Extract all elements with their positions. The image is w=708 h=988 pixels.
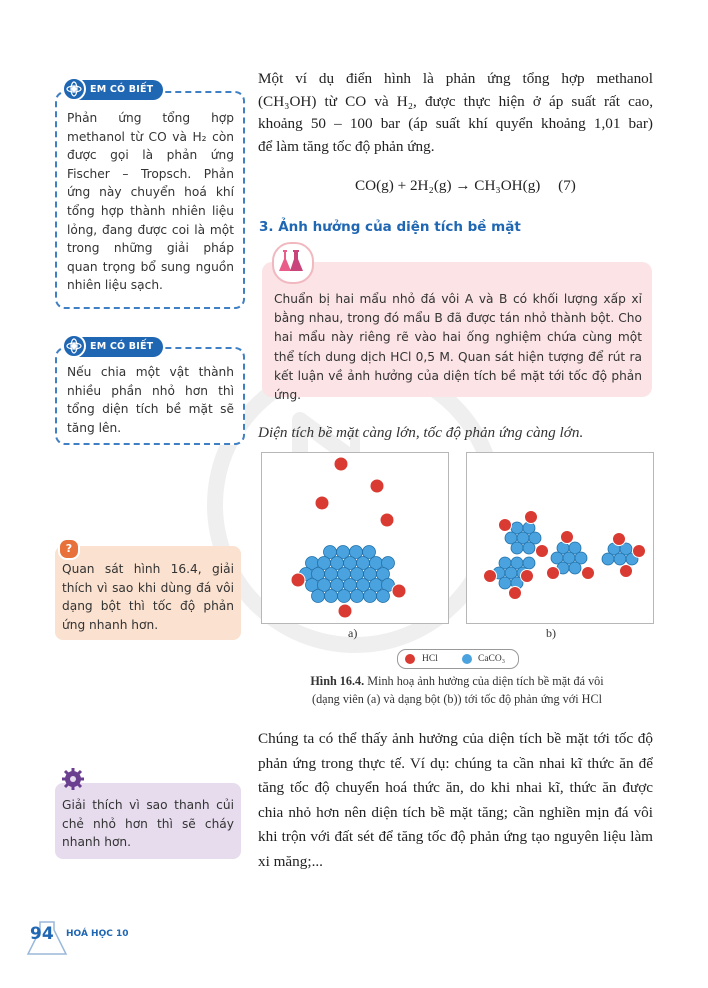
intro-line-1: Một ví dụ điển hình là phản ứng tổng hợp methanol <box>258 70 653 87</box>
equation-text: CO(g) + 2H₂(g) → CH₃OH(g) <box>355 177 541 194</box>
hcl-legend-label: HCl <box>422 654 438 664</box>
did-you-know-text-2: Nếu chia một vật thành nhiều phần nhỏ hơn thì tổng diện tích bề mặt sẽ tăng lên. <box>67 365 234 435</box>
figure-legend <box>397 649 519 669</box>
caco3-legend-label: CaCO₃ <box>478 654 506 664</box>
figure-caption <box>262 672 652 708</box>
experiment-text: Chuẩn bị hai mẩu nhỏ đá vôi A và B có khối lượng xấp xỉ bằng nhau, trong đó mẩu B đã được tán nhỏ thành bột. Cho hai mẩu này riêng rẽ vào hai ống nghiệm chứa cùng một thể tích dung dịch HCl 0,5 M. Quan sát hiện tượng để rút ra kết luận về ảnh hưởng của diện tích bề mặt tới tốc độ phản ứng. <box>274 292 642 403</box>
section-heading: 3. Ảnh hưởng của diện tích bề mặt <box>259 219 521 235</box>
practice-text: Giải thích vì sao thanh củi chẻ nhỏ hơn thì sẽ cháy nhanh hơn. <box>62 798 234 850</box>
gear-icon <box>62 768 84 790</box>
flask-icon <box>272 242 314 284</box>
book-title: HOÁ HỌC 10 <box>66 929 129 939</box>
caco3-solid-a <box>300 546 395 603</box>
intro-line-3: khoảng 50 – 100 bar (áp suất khí quyển khoảng 1,01 bar) <box>258 115 653 133</box>
did-you-know-box-2 <box>55 347 245 445</box>
figure-panel-a <box>261 452 449 624</box>
figure-caption-line-1: Minh hoạ ảnh hưởng của diện tích bề mặt đá vôi <box>364 674 604 688</box>
intro-paragraph <box>258 68 653 158</box>
did-you-know-label-2: EM CÓ BIẾT <box>90 341 154 352</box>
did-you-know-box-1 <box>55 91 245 309</box>
intro-line-2: (CH₃OH) từ CO và H₂, được thực hiện ở áp suất rất cao, <box>258 92 653 110</box>
figure-label-b: b) <box>546 626 556 640</box>
question-box <box>55 546 241 640</box>
intro-line-4: để làm tăng tốc độ phản ứng. <box>258 137 435 155</box>
hcl-legend-swatch <box>405 654 415 664</box>
conclusion-text: Diện tích bề mặt càng lớn, tốc độ phản ứng càng lớn. <box>258 424 584 441</box>
figure-caption-line-2: (dạng viên (a) và dạng bột (b)) tới tốc độ phản ứng với HCl <box>312 692 602 706</box>
did-you-know-label-1: EM CÓ BIẾT <box>90 84 154 95</box>
figure-label-a: a) <box>348 626 358 640</box>
figure-b-drawing <box>467 453 653 623</box>
did-you-know-badge-1 <box>66 80 163 100</box>
atom-icon <box>62 334 86 358</box>
caco3-legend-swatch <box>462 654 472 664</box>
did-you-know-badge-2 <box>66 337 163 357</box>
question-text: Quan sát hình 16.4, giải thích vì sao khi dùng đá vôi dạng bột thì tốc độ phản ứng nhanh hơn. <box>62 562 234 632</box>
atom-icon <box>62 77 86 101</box>
equation-number: (7) <box>558 177 576 194</box>
figure-a-drawing <box>262 453 448 623</box>
figure-caption-title: Hình 16.4. <box>310 674 365 688</box>
figure-panel-b <box>466 452 654 624</box>
page-number: 94 <box>30 924 54 944</box>
equation <box>355 177 576 195</box>
did-you-know-text-1: Phản ứng tổng hợp methanol từ CO và H₂ còn được gọi là phản ứng Fischer – Tropsch. Phản ứng này chuyển hoá khí tổng hợp thành nhiên liệu lỏng, đang được coi là một trong những giải pháp quan trọng bổ sung nguồn nhiên liệu sạch. <box>67 111 234 293</box>
question-icon: ? <box>58 538 80 560</box>
practice-paragraph: Chúng ta có thể thấy ảnh hưởng của diện tích bề mặt tới tốc độ phản ứng trong thực tế. Ví dụ: chúng ta cần nhai kĩ thức ăn để tăng tốc độ chuyển hoá thức ăn, do khi nhai kĩ, thức ăn được chia nhỏ hơn nên diện tích bề mặt tăng; cần nghiền mịn đá vôi khi trộn với đất sét để tăng tốc độ phản ứng tạo nguyên liệu làm xi măng;... <box>258 730 653 870</box>
practice-box <box>55 783 241 859</box>
